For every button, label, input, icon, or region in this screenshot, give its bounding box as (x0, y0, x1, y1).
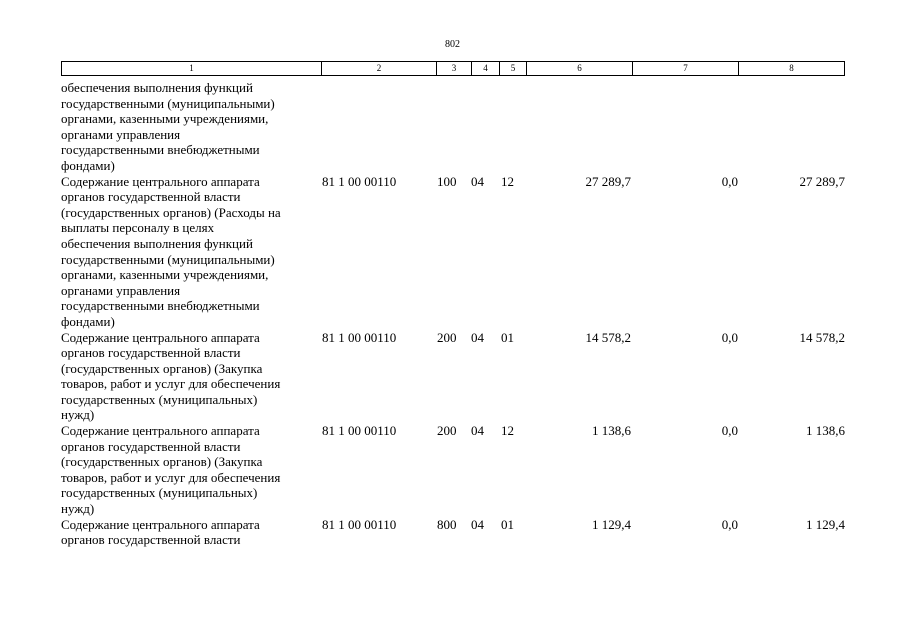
row-expense-type: 200 (437, 423, 457, 439)
table-row (61, 330, 845, 424)
table-row (61, 423, 845, 517)
row-target-article: 81 1 00 00110 (322, 516, 397, 532)
header-col-4: 4 (472, 62, 500, 75)
header-col-2: 2 (322, 62, 437, 75)
table-row (61, 517, 845, 548)
row-subsection: 12 (501, 173, 514, 189)
row-target-article: 81 1 00 00110 (322, 423, 397, 439)
header-col-6: 6 (527, 62, 633, 75)
row-section: 04 (471, 516, 484, 532)
row-subsection: 01 (501, 329, 514, 345)
row-value-8: 27 289,7 (799, 173, 845, 189)
row-value-7: 0,0 (721, 173, 738, 189)
row-description: обеспечения выполнения функций государственными (муниципальными) органами, казенными учреждениями, органами управления государственными внебюджетными фондами) (61, 80, 275, 173)
row-section: 04 (471, 173, 484, 189)
row-value-8: 1 138,6 (806, 423, 845, 439)
table-header (61, 61, 845, 76)
row-value-6: 27 289,7 (585, 173, 631, 189)
table-row (61, 80, 845, 174)
row-description: Содержание центрального аппарата органов государственной власти (государственных органов) (Закупка товаров, работ и услуг для обеспечения государственных (муниципальных) нужд) (61, 329, 281, 423)
row-value-6: 1 138,6 (592, 423, 631, 439)
row-expense-type: 800 (437, 516, 457, 532)
row-expense-type: 200 (437, 329, 457, 345)
row-subsection: 12 (501, 423, 514, 439)
table-row (61, 174, 845, 330)
row-value-8: 14 578,2 (799, 329, 845, 345)
header-col-8: 8 (789, 63, 794, 73)
table-body (61, 80, 845, 548)
header-col-5: 5 (500, 62, 527, 75)
row-section: 04 (471, 329, 484, 345)
row-target-article: 81 1 00 00110 (322, 173, 397, 189)
row-expense-type: 100 (437, 173, 457, 189)
row-description: Содержание центрального аппарата органов государственной власти (государственных органов) (Закупка товаров, работ и услуг для обеспечения государственных (муниципальных) нужд) (61, 423, 281, 517)
header-col-3: 3 (437, 62, 472, 75)
row-section: 04 (471, 423, 484, 439)
row-value-7: 0,0 (721, 423, 738, 439)
row-description: Содержание центрального аппарата органов государственной власти (государственных органов) (Расходы на выплаты персоналу в целях обеспечения выполнения функций государственными (муниципальными) органами, казенными учреждениями, органами управления государственными внебюджетными фондами) (61, 173, 281, 329)
row-value-7: 0,0 (721, 516, 738, 532)
row-subsection: 01 (501, 516, 514, 532)
row-value-6: 14 578,2 (585, 329, 631, 345)
row-value-7: 0,0 (721, 329, 738, 345)
header-col-7: 7 (633, 62, 739, 75)
page-number: 802 (445, 39, 460, 50)
row-value-8: 1 129,4 (806, 516, 845, 532)
row-value-6: 1 129,4 (592, 516, 631, 532)
header-col-1: 1 (62, 62, 322, 75)
row-description: Содержание центрального аппарата органов государственной власти (61, 516, 260, 548)
row-target-article: 81 1 00 00110 (322, 329, 397, 345)
